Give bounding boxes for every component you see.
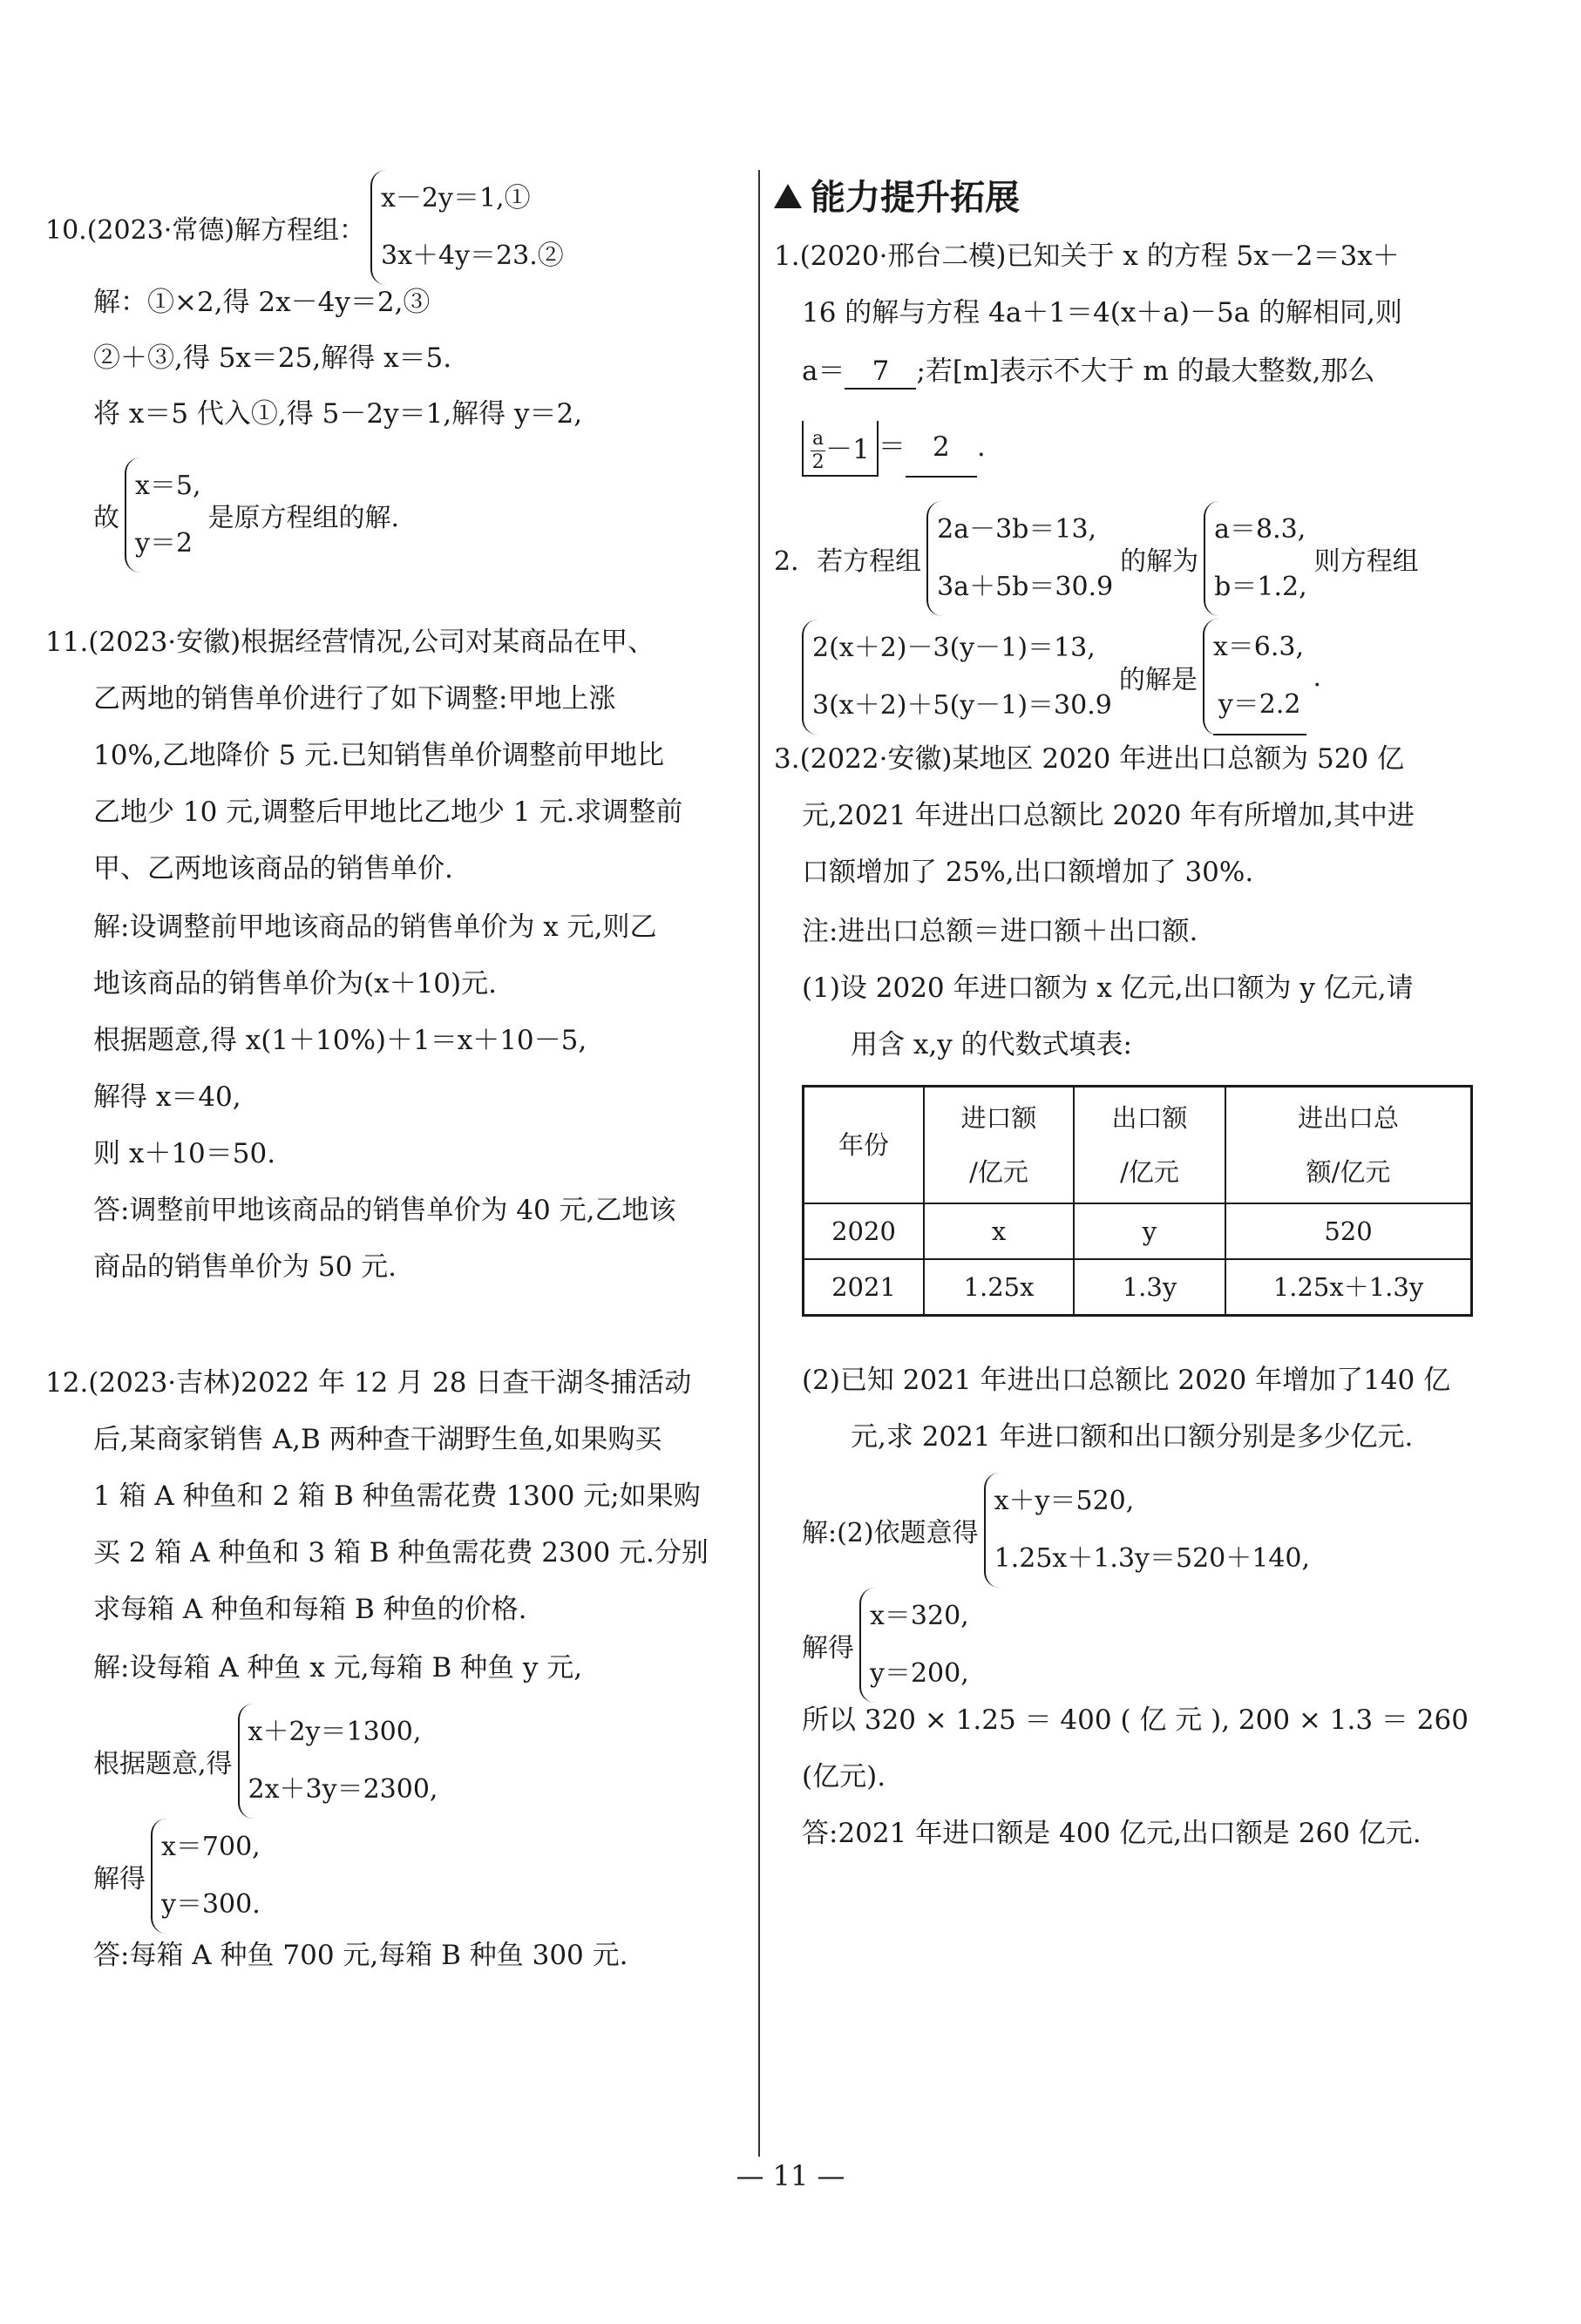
q10-eq1: x－2y＝1,① [381, 183, 531, 213]
table-header-export-1: 出口额 [1111, 1103, 1188, 1133]
table-cell: x [924, 1203, 1074, 1259]
answer-blank-2: 2 [906, 418, 977, 478]
r3-line3: 口额增加了 25%,出口额增加了 30%. [802, 857, 1254, 888]
r3-part2-b: 元,求 2021 年进口额和出口额分别是多少亿元. [851, 1421, 1414, 1453]
r3-line2: 元,2021 年进出口总额比 2020 年有所增加,其中进 [802, 800, 1415, 831]
r2-brace4 [1203, 619, 1306, 735]
q10-answer-x: x＝5, [135, 471, 201, 501]
q11-line2: 乙两地的销售单价进行了如下调整:甲地上涨 [93, 683, 616, 715]
r2-sol-y: y＝2.2 [1213, 676, 1306, 735]
floor-tail: －1 [825, 433, 870, 465]
section-heading-text: 能力提升拓展 [811, 178, 1020, 218]
r3-result-brace [859, 1588, 969, 1703]
r1-end: . [976, 431, 986, 463]
table-header-export [1074, 1087, 1225, 1204]
q10-answer [93, 457, 399, 573]
r2-brace3 [802, 620, 1112, 735]
table-header-import [924, 1087, 1074, 1204]
r3-part1-b: 用含 x,y 的代数式填表: [851, 1029, 1133, 1060]
table-cell: 2020 [804, 1203, 925, 1259]
q10-answer-brace [125, 457, 201, 573]
table-header-import-1: 进口额 [960, 1103, 1037, 1133]
r2-brace1 [926, 501, 1113, 616]
q12-sol1: 解:设每箱 A 种鱼 x 元,每箱 B 种鱼 y 元, [93, 1652, 583, 1684]
table-row [804, 1259, 1472, 1316]
q12-answer: 答:每箱 A 种鱼 700 元,每箱 B 种鱼 300 元. [93, 1940, 628, 1971]
q11-sol4: 解得 x＝40, [93, 1081, 241, 1113]
table-header-total-1: 进出口总 [1297, 1103, 1399, 1133]
table-cell: 520 [1225, 1203, 1472, 1259]
q12-eq2: 2x＋3y＝2300, [248, 1774, 438, 1805]
table-header-row [804, 1087, 1472, 1204]
q10-system [45, 170, 564, 285]
q12-result [93, 1819, 261, 1934]
table-header-export-2: /亿元 [1120, 1157, 1179, 1187]
q10-answer-y: y＝2 [135, 528, 193, 559]
q12-system-brace [238, 1704, 438, 1819]
q10-answer-post: 是原方程组的解. [207, 503, 400, 533]
r2-eq1: 2a－3b＝13, [937, 514, 1097, 545]
fraction [811, 428, 825, 474]
r3-line1: 3.(2022·安徽)某地区 2020 年进出口总额为 520 亿 [774, 743, 1404, 775]
table-row [804, 1203, 1472, 1259]
r1-line4 [802, 418, 986, 478]
q12-line2: 后,某商家销售 A,B 两种查干湖野生鱼,如果购买 [93, 1424, 662, 1455]
table-cell: y [1074, 1203, 1225, 1259]
q10-stem: 10.(2023·常德)解方程组： [45, 215, 366, 246]
r1-line2: 16 的解与方程 4a＋1＝4(x＋a)－5a 的解相同,则 [802, 297, 1402, 329]
column-divider [758, 170, 760, 2157]
table-header-import-2: /亿元 [969, 1157, 1028, 1187]
q12-system-pre: 根据题意,得 [93, 1749, 233, 1779]
r3-result-x: x＝320, [870, 1601, 969, 1631]
q12-result-x: x＝700, [161, 1832, 261, 1862]
r3-sol1: 所以 320 × 1.25 ＝ 400 ( 亿 元 ), 200 × 1.3 ＝ 260 [802, 1704, 1469, 1736]
r3-result-y: y＝200, [870, 1658, 969, 1689]
triangle-icon [774, 184, 802, 208]
r2-eq4: 3(x＋2)＋5(y－1)＝30.9 [812, 690, 1112, 721]
q12-result-brace [151, 1819, 261, 1934]
r3-eq2: 1.25x＋1.3y＝520＋140, [994, 1543, 1311, 1574]
q11-line3: 10%,乙地降价 5 元.已知销售单价调整前甲地比 [93, 740, 665, 771]
r3-part2-a: (2)已知 2021 年进出口总额比 2020 年增加了140 亿 [802, 1365, 1451, 1396]
q12-result-pre: 解得 [93, 1864, 146, 1894]
r1-line1: 1.(2020·邢台二模)已知关于 x 的方程 5x－2＝3x＋ [774, 241, 1400, 272]
q11-sol1: 解:设调整前甲地该商品的销售单价为 x 元,则乙 [93, 911, 657, 943]
q12-eq1: x＋2y＝1300, [248, 1717, 422, 1747]
r2-brace2 [1204, 501, 1306, 616]
r2-sol-a: a＝8.3, [1214, 514, 1306, 545]
q11-sol3: 根据题意,得 x(1＋10%)＋1＝x＋10－5, [93, 1025, 587, 1056]
r2-eq3: 2(x＋2)－3(y－1)＝13, [812, 633, 1096, 663]
r2-post: 则方程组 [1313, 546, 1419, 577]
table-header-total [1225, 1087, 1472, 1204]
q11-line5: 甲、乙两地该商品的销售单价. [93, 853, 453, 884]
r2-sol-b: b＝1.2, [1214, 572, 1307, 602]
r3-result-pre: 解得 [802, 1633, 854, 1663]
r2-pre: 2．若方程组 [774, 546, 922, 577]
r2-sol-x: x＝6.3, [1212, 632, 1304, 662]
q12-line4: 买 2 箱 A 种鱼和 3 箱 B 种鱼需花费 2300 元.分别 [93, 1537, 709, 1569]
r2-eq2: 3a＋5b＝30.9 [937, 572, 1114, 602]
q12-result-y: y＝300. [161, 1889, 261, 1920]
table-header-year: 年份 [804, 1087, 925, 1204]
r2-end: . [1313, 661, 1322, 693]
answer-blank-1: 7 [845, 355, 916, 390]
q12-system [93, 1704, 438, 1819]
q12-line3: 1 箱 A 种鱼和 2 箱 B 种鱼需花费 1300 元;如果购 [93, 1480, 701, 1512]
r3-result [802, 1588, 969, 1703]
r3-eq1: x＋y＝520, [994, 1486, 1135, 1516]
table-cell: 1.25x [924, 1259, 1074, 1316]
fraction-den: 2 [811, 451, 824, 473]
r1-line3 [802, 355, 1374, 390]
q10-brace [370, 170, 564, 285]
q10-answer-pre: 故 [93, 503, 119, 533]
section-heading [774, 170, 1020, 220]
q11-sol5: 则 x＋10＝50. [93, 1138, 276, 1169]
r3-system-brace [984, 1473, 1310, 1588]
table-cell: 1.25x＋1.3y [1225, 1259, 1472, 1316]
q11-sol2: 地该商品的销售单价为(x＋10)元. [93, 968, 497, 999]
q10-step3: 将 x＝5 代入①,得 5－2y＝1,解得 y＝2, [93, 398, 583, 430]
r3-note: 注:进出口总额＝进口额＋出口额. [802, 916, 1198, 947]
q12-line5: 求每箱 A 种鱼和每箱 B 种鱼的价格. [93, 1594, 527, 1625]
r3-sol2: (亿元). [802, 1761, 886, 1792]
q11-sol6: 答:调整前甲地该商品的销售单价为 40 元,乙地该 [93, 1195, 676, 1226]
r1-a-eq: a＝ [802, 356, 845, 387]
r2-mid: 的解为 [1120, 546, 1199, 577]
table-cell: 1.3y [1074, 1259, 1225, 1316]
r3-answer: 答:2021 年进口额是 400 亿元,出口额是 260 亿元. [802, 1818, 1422, 1849]
q10-step1: 解：①×2,得 2x－4y＝2,③ [93, 287, 431, 318]
table-header-total-2: 额/亿元 [1306, 1157, 1391, 1187]
fraction-num: a [812, 427, 824, 450]
table-cell: 2021 [804, 1259, 925, 1316]
q11-line4: 乙地少 10 元,调整后甲地比乙地少 1 元.求调整前 [93, 796, 683, 828]
r3-part1-a: (1)设 2020 年进口额为 x 亿元,出口额为 y 亿元,请 [802, 972, 1414, 1004]
r2-system-row [774, 501, 1419, 616]
r1-eq-sign: ＝ [878, 431, 906, 463]
r3-system [802, 1473, 1310, 1588]
q12-line1: 12.(2023·吉林)2022 年 12 月 28 日查干湖冬捕活动 [45, 1367, 692, 1399]
r1-line3-tail: ;若[m]表示不大于 m 的最大整数,那么 [916, 356, 1375, 387]
q10-eq2: 3x＋4y＝23.② [381, 241, 564, 271]
page-number: — 11 — [736, 2159, 845, 2192]
q10-step2: ②＋③,得 5x＝25,解得 x＝5. [93, 342, 452, 374]
r2-system-row2 [802, 619, 1321, 735]
r3-system-pre: 解:(2)依题意得 [802, 1518, 979, 1548]
data-table [802, 1085, 1473, 1317]
floor-bracket [802, 421, 879, 477]
q11-sol7: 商品的销售单价为 50 元. [93, 1251, 397, 1283]
q11-line1: 11.(2023·安徽)根据经营情况,公司对某商品在甲、 [45, 627, 655, 658]
r2-mid2: 的解是 [1118, 665, 1198, 695]
